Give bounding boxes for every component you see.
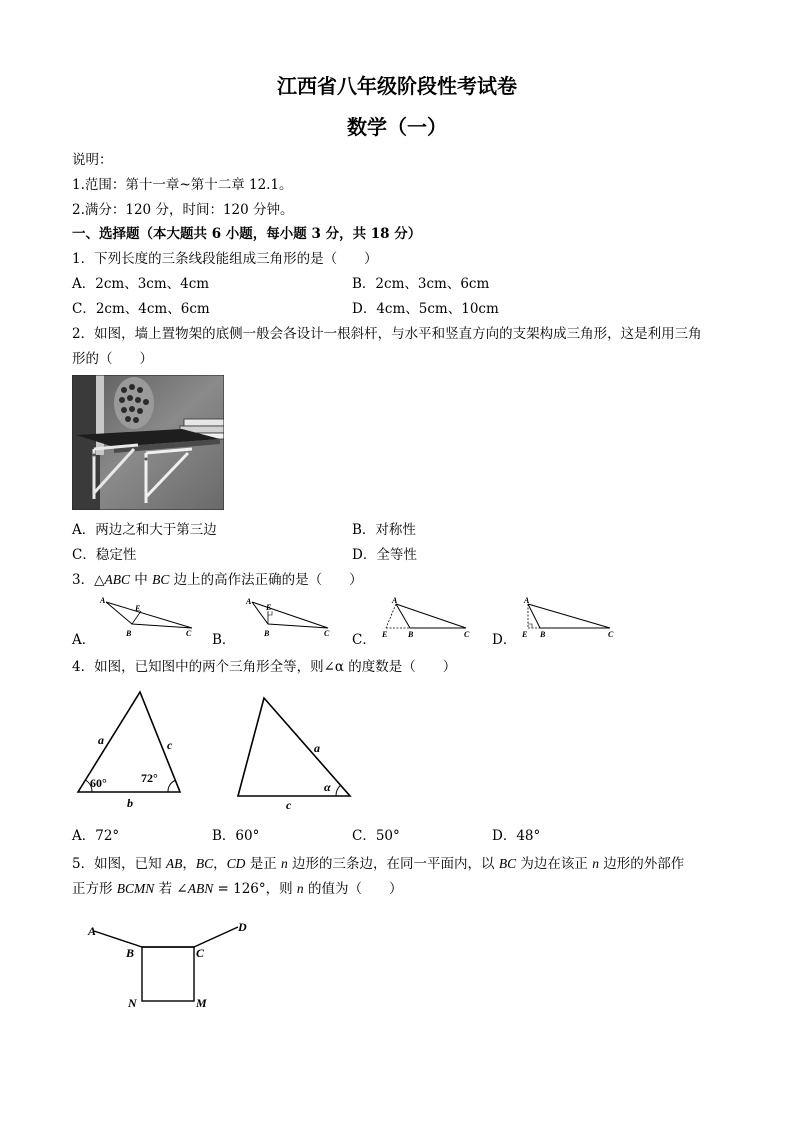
q2-option-a: A．两边之和大于第三边 [72, 522, 217, 538]
q3b-label-b: B [264, 629, 270, 638]
q3d-label-c: C [608, 630, 614, 639]
q3c-label-e: E [382, 630, 388, 639]
q3-triangle-abc: ABC [104, 572, 130, 587]
q3c-label-c: C [464, 630, 470, 639]
q4f1-side-b: b [127, 796, 133, 810]
q1-stem: 1．下列长度的三条线段能组成三角形的是（ ） [72, 251, 378, 267]
q4-stem: 4．如图，已知图中的两个三角形全等，则∠α 的度数是（ ） [72, 659, 457, 675]
q1-option-b: B．2cm、3cm、6cm [352, 276, 490, 292]
q5-label-n: N [128, 996, 137, 1010]
q4f2-side-c: c [286, 798, 292, 810]
q3-option-c: C． [352, 632, 376, 648]
q4f1-angle-right: 72° [141, 771, 158, 785]
q3d-label-b: B [540, 630, 546, 639]
q3-figure-d [518, 594, 620, 646]
q3d-label-e: E [522, 630, 528, 639]
q3b-label-a: A [246, 597, 252, 606]
q5-stem-line2: 正方形 BCMN 若 ∠ABN = 126°，则 n 的值为（ ） [72, 881, 403, 897]
q3a-label-b: B [126, 629, 132, 638]
q1-option-c: C．2cm、4cm、6cm [72, 301, 210, 317]
q5-label-a: A [88, 924, 97, 938]
section-heading: 一、选择题（本大题共 6 小题，每小题 3 分，共 18 分） [72, 226, 422, 242]
q3b-label-e: E [266, 603, 272, 612]
q4-option-d: D．48° [492, 828, 541, 844]
q3-option-b: B． [212, 632, 236, 648]
q3-figure-b [242, 594, 342, 646]
q4-option-a: A．72° [72, 828, 120, 844]
q5-label-b: B [126, 946, 135, 960]
q3-side-bc: BC [152, 572, 170, 587]
q5-label-c: C [196, 946, 205, 960]
note-score: 2.满分：120 分，时间：120 分钟。 [72, 202, 294, 218]
q3b-label-c: C [324, 629, 330, 638]
q4f1-side-a: a [98, 733, 104, 747]
shelf-photo [72, 375, 224, 510]
q3-stem: 3．△ABC 中 BC 边上的高作法正确的是（ ） [72, 572, 363, 588]
q5-label-d: D [238, 920, 247, 934]
q4f1-angle-left: 60° [90, 776, 107, 790]
q1-option-a: A．2cm、3cm、4cm [72, 276, 210, 292]
q2-stem-line2: 形的（ ） [72, 351, 153, 367]
note-range: 1.范围：第十一章~第十二章 12.1。 [72, 177, 293, 193]
q2-option-d: D．全等性 [352, 547, 417, 563]
q4f2-angle: α [324, 780, 331, 794]
q1-option-d: D．4cm、5cm、10cm [352, 301, 499, 317]
q3-figure-a [96, 594, 202, 646]
notes-heading: 说明： [72, 152, 113, 168]
q2-option-c: C．稳定性 [72, 547, 137, 563]
exam-subtitle: 数学（一） [347, 115, 447, 139]
q3a-label-e: E [135, 604, 141, 613]
q4-option-c: C．50° [352, 828, 400, 844]
q2-option-b: B．对称性 [352, 522, 416, 538]
q3c-label-a: A [392, 596, 398, 605]
q3-option-a: A． [72, 632, 96, 648]
q4-option-b: B．60° [212, 828, 260, 844]
q4f2-side-a: a [314, 741, 320, 755]
q5-stem-line1: 5．如图，已知 AB，BC，CD 是正 n 边形的三条边，在同一平面内，以 BC 为边在该正 n 边形的外部作 [72, 856, 685, 872]
q2-stem-line1: 2．如图，墙上置物架的底侧一般会各设计一根斜杆，与水平和竖直方向的支架构成三角形，这是利用三角 [72, 326, 702, 342]
q4-figure-2 [232, 690, 357, 814]
q3a-label-a: A [100, 596, 106, 605]
q3-figure-c [378, 594, 478, 646]
q5-label-m: M [196, 996, 207, 1010]
q3c-label-b: B [408, 630, 414, 639]
q3a-label-c: C [186, 629, 192, 638]
q3-option-d: D． [492, 632, 517, 648]
q4f1-side-c: c [167, 738, 173, 752]
q4-figure-1 [72, 682, 187, 814]
q5-figure [80, 915, 275, 1024]
exam-title: 江西省八年级阶段性考试卷 [277, 74, 517, 98]
q3d-label-a: A [524, 596, 530, 605]
